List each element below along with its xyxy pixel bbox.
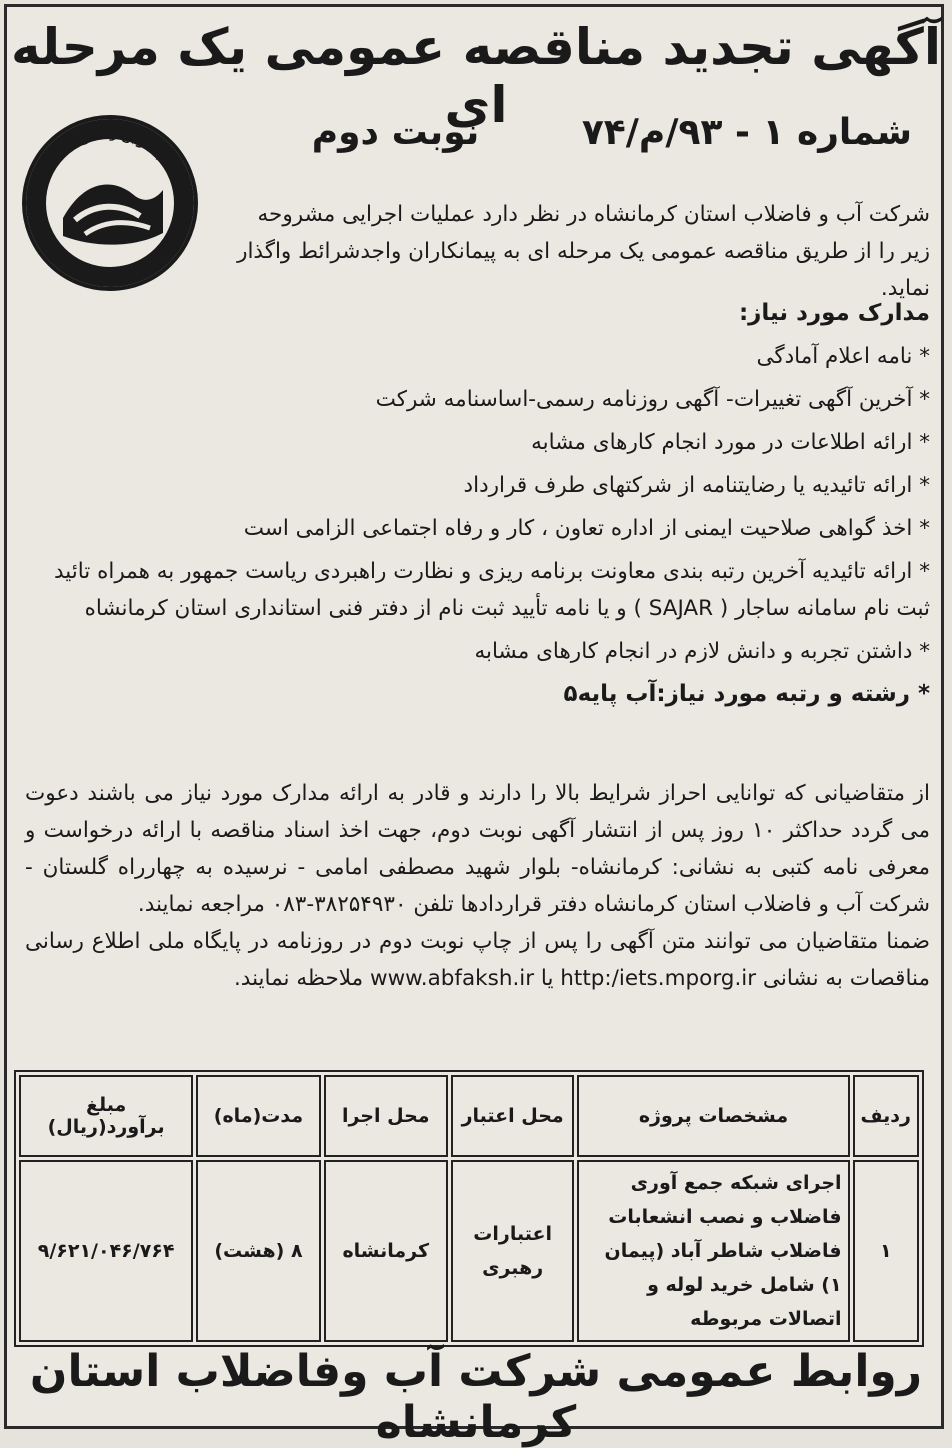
cell-place: کرمانشاه [324,1160,448,1342]
required-field-grade: * رشته و رتبه مورد نیاز:آب پایه۵ [563,681,930,707]
documents-heading: مدارک مورد نیاز: [738,300,930,326]
water-company-logo-icon [15,108,205,298]
document-item: * اخذ گواهی صلاحیت ایمنی از اداره تعاون ، کار و رفاه اجتماعی الزامی است [243,516,930,541]
document-item: * ارائه تائیدیه آخرین رتبه بندی معاونت برنامه ریزی و نظارت راهبردی ریاست جمهور به همراه تائید ثبت نام سامانه ساجار ( SAJAR ) و یا نامه تأیید ثبت نام از دفتر فنی استانداری استان کرمانشاه [53,559,930,621]
website-paragraph: ضمنا متقاضیان می توانند متن آگهی را پس از چاپ نوبت دوم در روزنامه در پایگاه ملی اطلاع رسانی مناقصات به نشانی http:/iets.mporg.ir یا www.abfaksh.ir ملاحظه نمایند. [25,929,930,991]
document-item: * ارائه تائیدیه یا رضایتنامه از شرکتهای طرف قرارداد [463,473,930,498]
required-documents [30,295,930,713]
cell-row: ۱ [853,1160,919,1342]
cell-duration: ۸ (هشت) [196,1160,320,1342]
col-duration-header: مدت(ماه) [196,1075,320,1157]
document-item: * نامه اعلام آمادگی [756,344,930,369]
col-spec-header: مشخصات پروژه [577,1075,849,1157]
ad-title: آگهی تجدید مناقصه عمومی یک مرحله ای [10,18,942,134]
col-amount-header: مبلغ برآورد(ریال) [19,1075,193,1157]
publication-round: نوبت دوم [311,112,480,153]
col-row-header: ردیف [853,1075,919,1157]
document-item: * داشتن تجربه و دانش لازم در انجام کارهای مشابه [474,639,930,664]
table-header-row [19,1075,919,1157]
document-item: * ارائه اطلاعات در مورد انجام کارهای مشابه [531,430,930,455]
document-item: * آخرین آگهی تغییرات- آگهی روزنامه رسمی-اساسنامه شرکت [375,387,930,412]
cell-spec: اجرای شبکه جمع آوری فاضلاب و نصب انشعابات فاضلاب شاطر آباد (پیمان ۱) شامل خرید لوله و اتصالات مربوطه [577,1160,849,1342]
cell-amount: ۹/۶۲۱/۰۴۶/۷۶۴ [19,1160,193,1342]
col-place-header: محل اجرا [324,1075,448,1157]
project-table [14,1070,924,1347]
table-row [19,1160,919,1342]
cell-credit: اعتبارات رهبری [451,1160,575,1342]
logo-ring-text: آب مرجع زندگی است [47,126,173,169]
tender-number-line [312,112,912,153]
invitation-paragraph: از متقاضیانی که توانایی احراز شرایط بالا را دارند و قادر به ارائه مدارک مورد نیاز می باشند دعوت می گردد حداکثر ۱۰ روز پس از انتشار آگهی نوبت دوم، جهت اخذ اسناد مناقصه با ارائه درخواست و معرفی نامه کتبی به نشانی: کرمانشاه- بلوار شهید مصطفی امامی - نرسیده به چهارراه گلستان - شرکت آب و فاضلاب استان کرمانشاه دفتر قراردادها تلفن ۳۸۲۵۴۹۳۰-۰۸۳ مراجعه نمایند. [25,781,930,917]
tender-number: شماره ۱ - ۹۳/م/۷۴ [581,112,912,153]
intro-paragraph: شرکت آب و فاضلاب استان کرمانشاه در نظر دارد عملیات اجرایی مشروحه زیر را از طریق مناقصه عمومی یک مرحله ای به پیمانکاران واجدشرائط واگذار نماید. [237,202,930,301]
invitation-text [25,775,930,997]
col-credit-header: محل اعتبار [451,1075,575,1157]
public-relations-footer: روابط عمومی شرکت آب وفاضلاب استان کرمانشاه [29,1346,923,1448]
